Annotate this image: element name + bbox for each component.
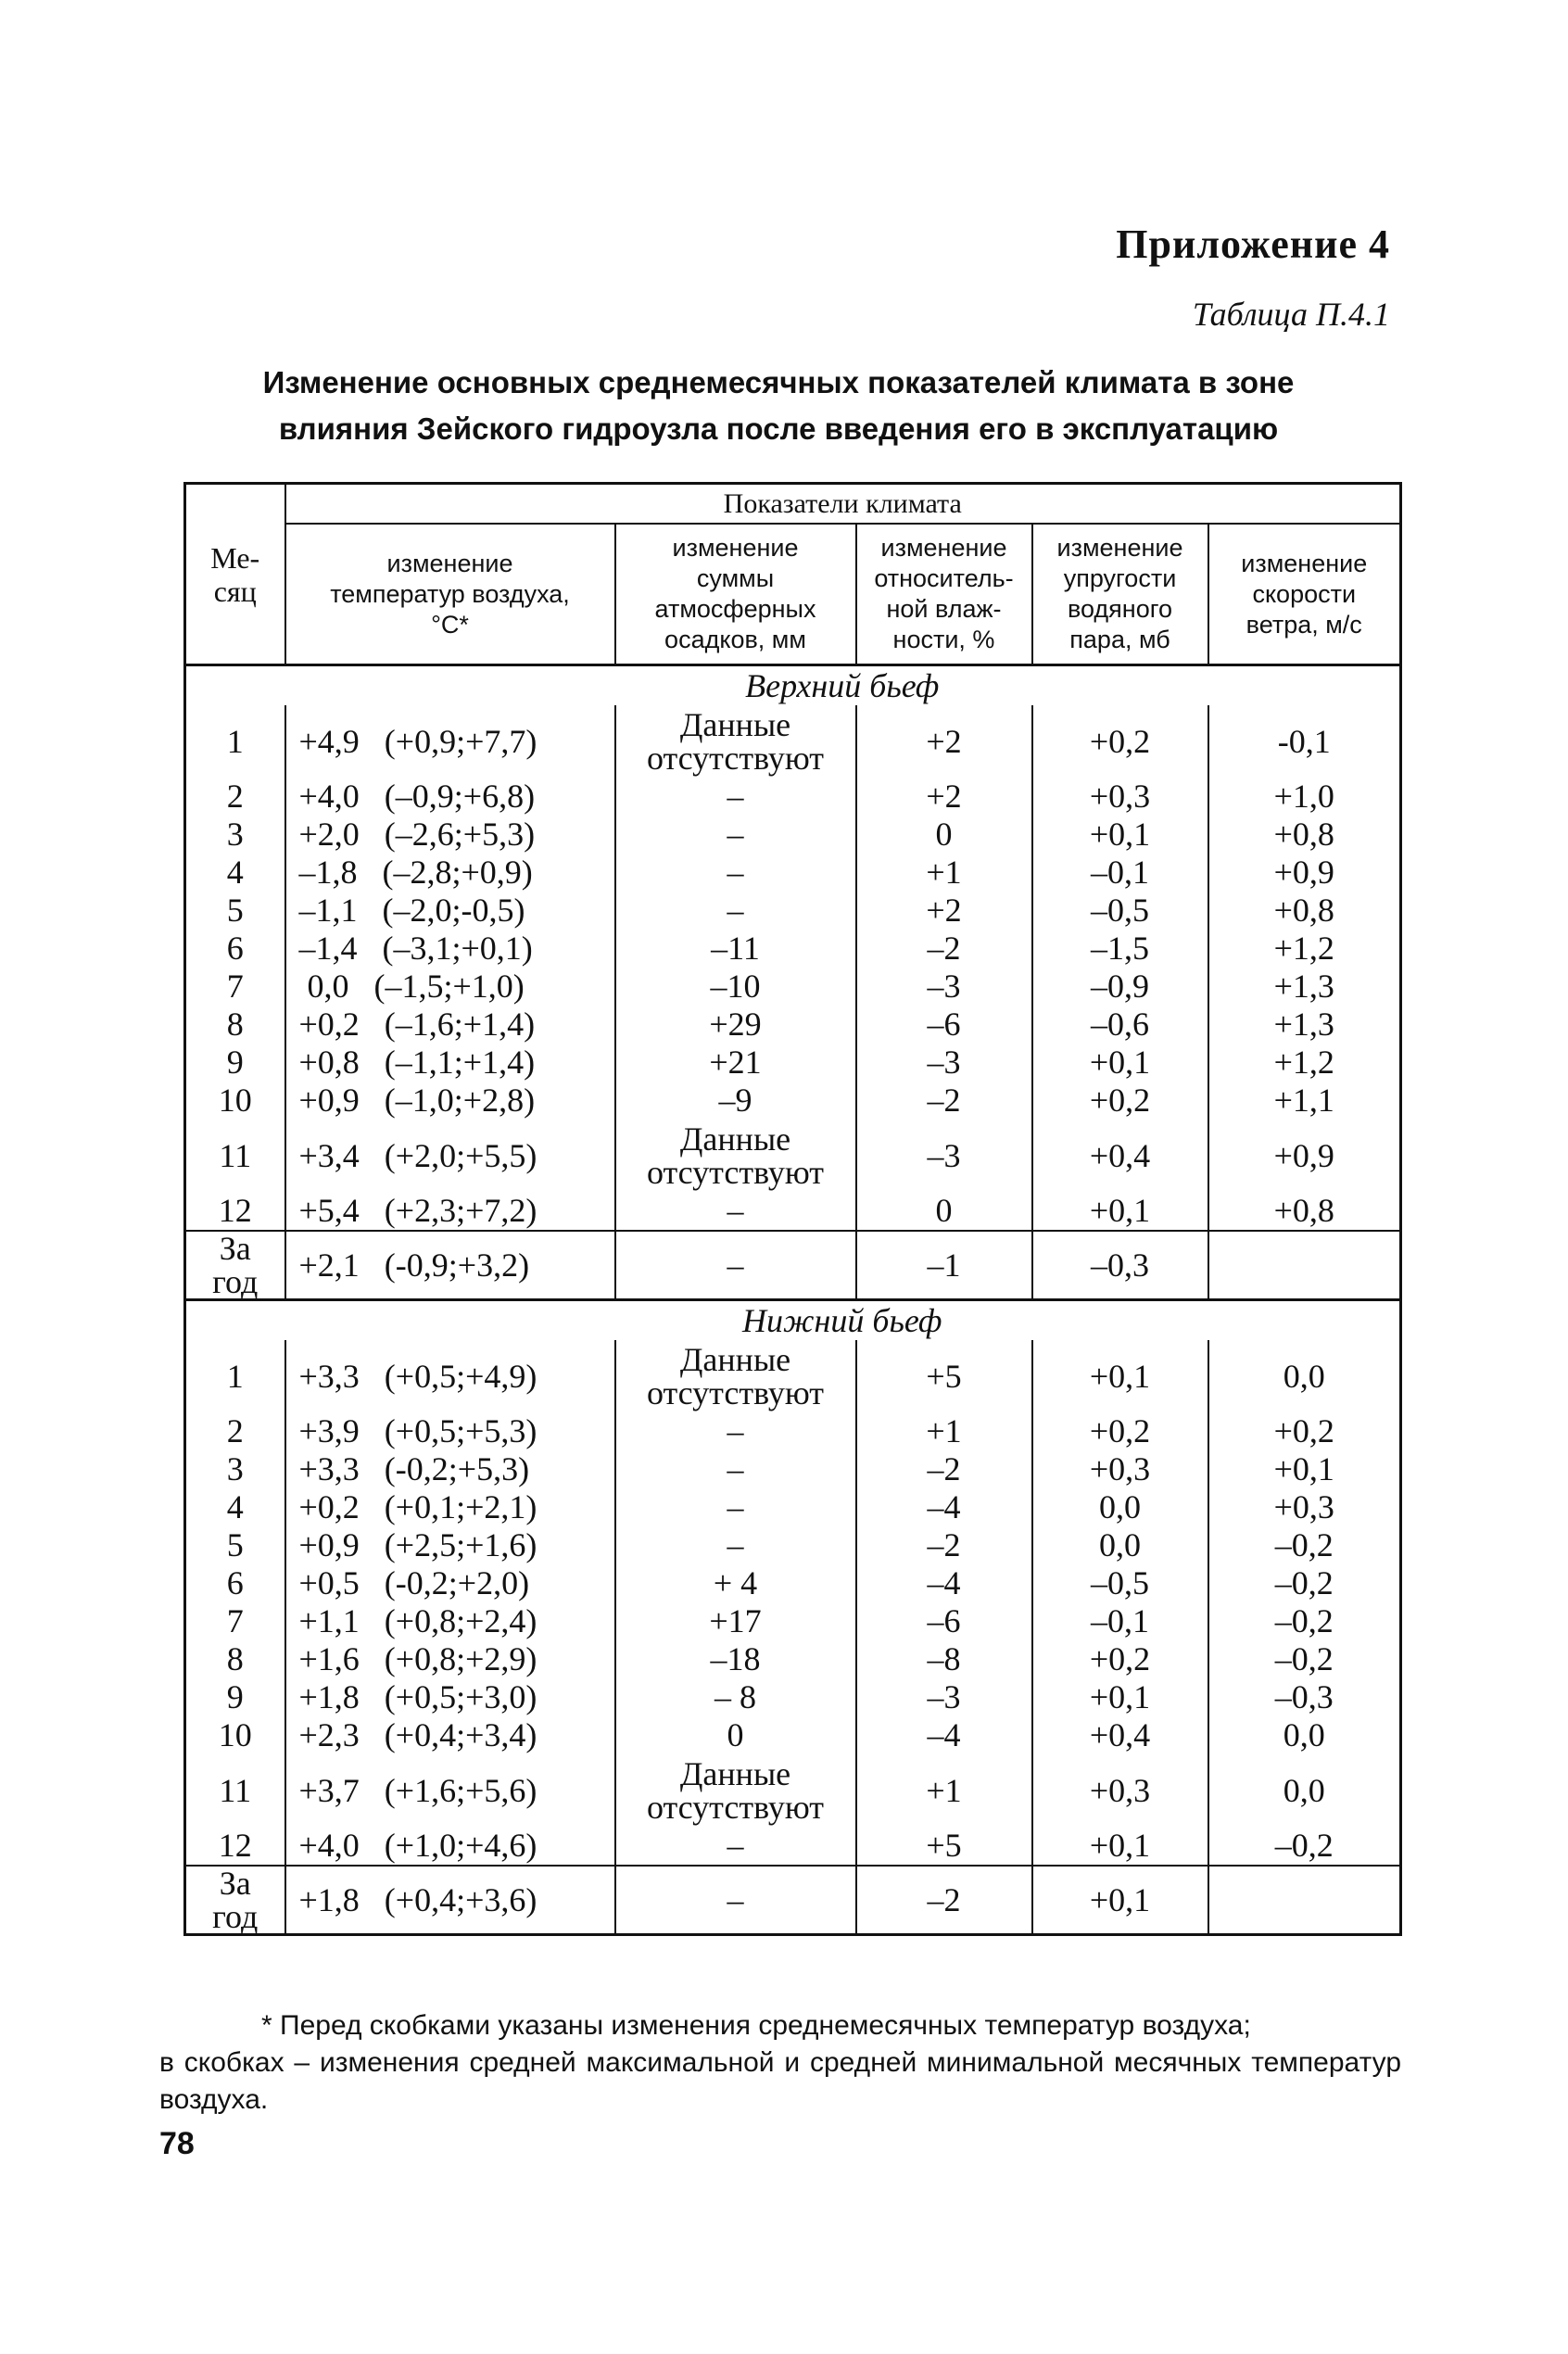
month-cell: 4 <box>185 1488 285 1526</box>
precip-cell: +21 <box>615 1044 856 1082</box>
month-cell: 2 <box>185 778 285 816</box>
wind-cell: 0,0 <box>1208 1716 1401 1754</box>
precip-cell: + 4 <box>615 1564 856 1602</box>
precip-cell: 0 <box>615 1716 856 1754</box>
wind-cell: +0,8 <box>1208 892 1401 930</box>
temp-cell: +1,6 (+0,8;+2,9) <box>285 1640 615 1678</box>
table-row <box>185 1192 1401 1231</box>
precip-cell: – <box>615 1192 856 1231</box>
temp-cell: 0,0 (–1,5;+1,0) <box>285 968 615 1006</box>
footnote-line-1: * Перед скобками указаны изменения среднемесячных температур воздуха; <box>261 2010 1251 2041</box>
humidity-cell: +2 <box>856 705 1032 778</box>
humidity-cell: –4 <box>856 1564 1032 1602</box>
precip-cell: – <box>615 854 856 892</box>
table-row <box>185 1340 1401 1412</box>
month-cell: 10 <box>185 1716 285 1754</box>
humidity-cell: –8 <box>856 1640 1032 1678</box>
table-row <box>185 968 1401 1006</box>
vapor-cell: –0,1 <box>1032 854 1208 892</box>
vapor-cell: –0,1 <box>1032 1602 1208 1640</box>
header-month: Ме- сяц <box>185 484 285 665</box>
wind-cell: 0,0 <box>1208 1754 1401 1827</box>
vapor-cell: –0,6 <box>1032 1006 1208 1044</box>
vapor-cell: +0,3 <box>1032 778 1208 816</box>
temp-cell: +3,3 (+0,5;+4,9) <box>285 1340 615 1412</box>
month-cell: 6 <box>185 1564 285 1602</box>
vapor-cell: +0,3 <box>1032 1450 1208 1488</box>
table-row <box>185 778 1401 816</box>
year-humidity-cell: –1 <box>856 1231 1032 1300</box>
section-spacer <box>185 1300 285 1341</box>
month-cell: 9 <box>185 1678 285 1716</box>
table-row <box>185 1716 1401 1754</box>
precip-cell: – <box>615 778 856 816</box>
header-climate-indicators: Показатели климата <box>285 484 1401 525</box>
table-row <box>185 1602 1401 1640</box>
precip-cell: +17 <box>615 1602 856 1640</box>
humidity-cell: 0 <box>856 1192 1032 1231</box>
temp-cell: –1,1 (–2,0;-0,5) <box>285 892 615 930</box>
wind-cell: –0,2 <box>1208 1602 1401 1640</box>
month-cell: 10 <box>185 1082 285 1120</box>
table-row <box>185 1564 1401 1602</box>
humidity-cell: +2 <box>856 892 1032 930</box>
month-cell: 3 <box>185 1450 285 1488</box>
precip-cell: – <box>615 1488 856 1526</box>
vapor-cell: +0,3 <box>1032 1754 1208 1827</box>
humidity-cell: –2 <box>856 1526 1032 1564</box>
humidity-cell: –3 <box>856 1120 1032 1192</box>
vapor-cell: +0,1 <box>1032 1827 1208 1866</box>
month-cell: 8 <box>185 1640 285 1678</box>
year-wind-cell <box>1208 1231 1401 1300</box>
vapor-cell: +0,2 <box>1032 1412 1208 1450</box>
month-cell: 12 <box>185 1192 285 1231</box>
temp-cell: +3,7 (+1,6;+5,6) <box>285 1754 615 1827</box>
temp-cell: +3,4 (+2,0;+5,5) <box>285 1120 615 1192</box>
precip-cell: –9 <box>615 1082 856 1120</box>
vapor-cell: +0,1 <box>1032 1340 1208 1412</box>
table-row <box>185 1678 1401 1716</box>
header-temperature: изменение температур воздуха, °С* <box>285 524 615 665</box>
table-header <box>185 484 1401 665</box>
table-row <box>185 1488 1401 1526</box>
month-cell: 8 <box>185 1006 285 1044</box>
humidity-cell: –2 <box>856 930 1032 968</box>
precip-cell: Данные отсутствуют <box>615 1340 856 1412</box>
month-cell: 9 <box>185 1044 285 1082</box>
precip-cell: – <box>615 1827 856 1866</box>
table-row <box>185 930 1401 968</box>
temp-cell: +0,8 (–1,1;+1,4) <box>285 1044 615 1082</box>
temp-cell: +2,3 (+0,4;+3,4) <box>285 1716 615 1754</box>
table-row <box>185 1044 1401 1082</box>
wind-cell: +0,2 <box>1208 1412 1401 1450</box>
table-row <box>185 1412 1401 1450</box>
month-cell: 12 <box>185 1827 285 1866</box>
vapor-cell: –0,5 <box>1032 892 1208 930</box>
vapor-cell: +0,2 <box>1032 1082 1208 1120</box>
temp-cell: +2,0 (–2,6;+5,3) <box>285 816 615 854</box>
month-cell: 4 <box>185 854 285 892</box>
table-number: Таблица П.4.1 <box>1192 296 1390 333</box>
vapor-cell: –0,9 <box>1032 968 1208 1006</box>
month-cell: 3 <box>185 816 285 854</box>
temp-cell: +4,9 (+0,9;+7,7) <box>285 705 615 778</box>
temp-cell: +0,5 (-0,2;+2,0) <box>285 1564 615 1602</box>
section-title: Верхний бьеф <box>285 665 1401 706</box>
wind-cell: +1,2 <box>1208 1044 1401 1082</box>
wind-cell: –0,2 <box>1208 1564 1401 1602</box>
humidity-cell: +1 <box>856 854 1032 892</box>
humidity-cell: –3 <box>856 1678 1032 1716</box>
vapor-cell: 0,0 <box>1032 1488 1208 1526</box>
table-row <box>185 854 1401 892</box>
humidity-cell: 0 <box>856 816 1032 854</box>
humidity-cell: –4 <box>856 1716 1032 1754</box>
humidity-cell: –3 <box>856 1044 1032 1082</box>
month-cell: 1 <box>185 705 285 778</box>
humidity-cell: –2 <box>856 1082 1032 1120</box>
year-precip-cell: – <box>615 1866 856 1935</box>
precip-cell: – <box>615 816 856 854</box>
table-row <box>185 1754 1401 1827</box>
wind-cell: –0,2 <box>1208 1526 1401 1564</box>
year-total-row <box>185 1866 1401 1935</box>
humidity-cell: –6 <box>856 1006 1032 1044</box>
precip-cell: – 8 <box>615 1678 856 1716</box>
month-cell: 2 <box>185 1412 285 1450</box>
wind-cell: +1,1 <box>1208 1082 1401 1120</box>
year-vapor-cell: +0,1 <box>1032 1866 1208 1935</box>
wind-cell: +1,3 <box>1208 1006 1401 1044</box>
section-row <box>185 1300 1401 1341</box>
year-precip-cell: – <box>615 1231 856 1300</box>
temp-cell: +0,9 (–1,0;+2,8) <box>285 1082 615 1120</box>
table-row <box>185 1827 1401 1866</box>
wind-cell: +1,2 <box>1208 930 1401 968</box>
table-row <box>185 1526 1401 1564</box>
table-title-line-2: влияния Зейского гидроузла после введения его в эксплуатацию <box>278 411 1279 446</box>
wind-cell: +0,1 <box>1208 1450 1401 1488</box>
table-row <box>185 1082 1401 1120</box>
table-row <box>185 1450 1401 1488</box>
table-body <box>185 665 1401 1935</box>
month-cell: 11 <box>185 1754 285 1827</box>
table-title <box>176 360 1381 452</box>
precip-cell: – <box>615 1450 856 1488</box>
vapor-cell: +0,1 <box>1032 1044 1208 1082</box>
vapor-cell: +0,2 <box>1032 705 1208 778</box>
humidity-cell: –4 <box>856 1488 1032 1526</box>
year-label: За год <box>185 1231 285 1300</box>
vapor-cell: +0,2 <box>1032 1640 1208 1678</box>
vapor-cell: –1,5 <box>1032 930 1208 968</box>
precip-cell: – <box>615 1526 856 1564</box>
precip-cell: Данные отсутствуют <box>615 1754 856 1827</box>
precip-cell: –10 <box>615 968 856 1006</box>
section-title: Нижний бьеф <box>285 1300 1401 1341</box>
humidity-cell: +5 <box>856 1340 1032 1412</box>
header-vapor-pressure: изменение упругости водяного пара, мб <box>1032 524 1208 665</box>
temp-cell: +5,4 (+2,3;+7,2) <box>285 1192 615 1231</box>
header-precipitation: изменение суммы атмосферных осадков, мм <box>615 524 856 665</box>
header-wind-speed: изменение скорости ветра, м/с <box>1208 524 1401 665</box>
temp-cell: +0,2 (–1,6;+1,4) <box>285 1006 615 1044</box>
wind-cell: +0,8 <box>1208 816 1401 854</box>
humidity-cell: +5 <box>856 1827 1032 1866</box>
vapor-cell: +0,4 <box>1032 1716 1208 1754</box>
table-row <box>185 892 1401 930</box>
table-row <box>185 1120 1401 1192</box>
wind-cell: +0,9 <box>1208 854 1401 892</box>
vapor-cell: +0,1 <box>1032 1192 1208 1231</box>
humidity-cell: –6 <box>856 1602 1032 1640</box>
humidity-cell: –2 <box>856 1450 1032 1488</box>
footnote-line-2: в скобках – изменения средней максимальной и средней минимальной месячных температур воздуха. <box>159 2047 1401 2115</box>
section-row <box>185 665 1401 706</box>
temp-cell: –1,4 (–3,1;+0,1) <box>285 930 615 968</box>
month-cell: 6 <box>185 930 285 968</box>
precip-cell: Данные отсутствуют <box>615 1120 856 1192</box>
table-title-line-1: Изменение основных среднемесячных показателей климата в зоне <box>262 365 1295 399</box>
month-cell: 7 <box>185 968 285 1006</box>
vapor-cell: +0,4 <box>1032 1120 1208 1192</box>
humidity-cell: +1 <box>856 1412 1032 1450</box>
month-cell: 5 <box>185 1526 285 1564</box>
table-row <box>185 816 1401 854</box>
wind-cell: –0,2 <box>1208 1640 1401 1678</box>
wind-cell: 0,0 <box>1208 1340 1401 1412</box>
wind-cell: –0,2 <box>1208 1827 1401 1866</box>
precip-cell: +29 <box>615 1006 856 1044</box>
year-humidity-cell: –2 <box>856 1866 1032 1935</box>
humidity-cell: –3 <box>856 968 1032 1006</box>
year-temp-cell: +2,1 (-0,9;+3,2) <box>285 1231 615 1300</box>
climate-table <box>183 482 1402 1936</box>
vapor-cell: +0,1 <box>1032 816 1208 854</box>
vapor-cell: 0,0 <box>1032 1526 1208 1564</box>
wind-cell: -0,1 <box>1208 705 1401 778</box>
wind-cell: +0,9 <box>1208 1120 1401 1192</box>
vapor-cell: –0,5 <box>1032 1564 1208 1602</box>
wind-cell: –0,3 <box>1208 1678 1401 1716</box>
page-number: 78 <box>159 2126 195 2161</box>
humidity-cell: +2 <box>856 778 1032 816</box>
year-vapor-cell: –0,3 <box>1032 1231 1208 1300</box>
precip-cell: –18 <box>615 1640 856 1678</box>
section-spacer <box>185 665 285 706</box>
wind-cell: +0,8 <box>1208 1192 1401 1231</box>
footnote <box>159 2007 1401 2119</box>
temp-cell: +4,0 (+1,0;+4,6) <box>285 1827 615 1866</box>
wind-cell: +1,0 <box>1208 778 1401 816</box>
header-humidity: изменение относитель- ной влаж- ности, % <box>856 524 1032 665</box>
year-wind-cell <box>1208 1866 1401 1935</box>
temp-cell: +1,1 (+0,8;+2,4) <box>285 1602 615 1640</box>
temp-cell: +4,0 (–0,9;+6,8) <box>285 778 615 816</box>
temp-cell: –1,8 (–2,8;+0,9) <box>285 854 615 892</box>
precip-cell: – <box>615 892 856 930</box>
wind-cell: +0,3 <box>1208 1488 1401 1526</box>
precip-cell: – <box>615 1412 856 1450</box>
vapor-cell: +0,1 <box>1032 1678 1208 1716</box>
year-temp-cell: +1,8 (+0,4;+3,6) <box>285 1866 615 1935</box>
appendix-heading: Приложение 4 <box>1116 221 1390 267</box>
table-row <box>185 705 1401 778</box>
temp-cell: +3,3 (-0,2;+5,3) <box>285 1450 615 1488</box>
humidity-cell: +1 <box>856 1754 1032 1827</box>
month-cell: 1 <box>185 1340 285 1412</box>
temp-cell: +0,9 (+2,5;+1,6) <box>285 1526 615 1564</box>
table-row <box>185 1006 1401 1044</box>
month-cell: 7 <box>185 1602 285 1640</box>
temp-cell: +1,8 (+0,5;+3,0) <box>285 1678 615 1716</box>
month-cell: 11 <box>185 1120 285 1192</box>
temp-cell: +0,2 (+0,1;+2,1) <box>285 1488 615 1526</box>
temp-cell: +3,9 (+0,5;+5,3) <box>285 1412 615 1450</box>
precip-cell: –11 <box>615 930 856 968</box>
year-total-row <box>185 1231 1401 1300</box>
precip-cell: Данные отсутствуют <box>615 705 856 778</box>
year-label: За год <box>185 1866 285 1935</box>
table-row <box>185 1640 1401 1678</box>
wind-cell: +1,3 <box>1208 968 1401 1006</box>
month-cell: 5 <box>185 892 285 930</box>
